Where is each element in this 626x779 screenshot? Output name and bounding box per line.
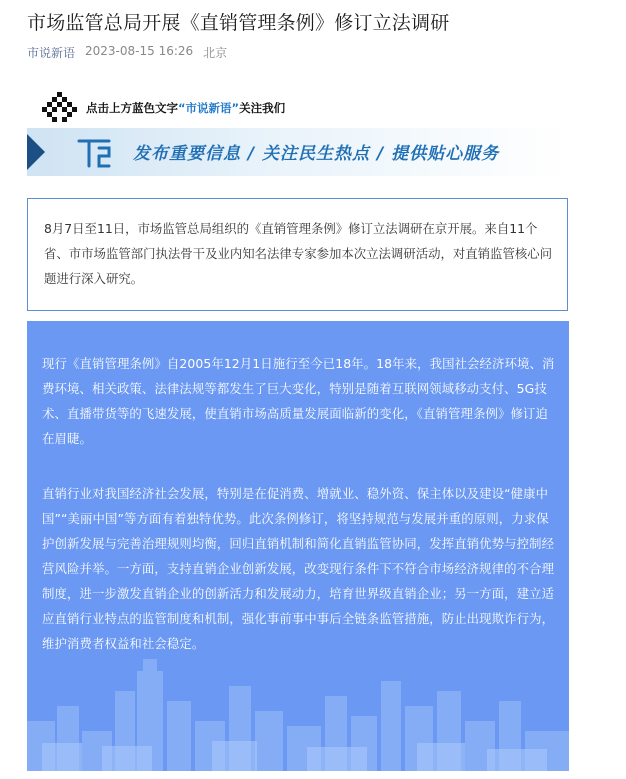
market-regulation-logo-icon: [75, 136, 115, 170]
follow-text: 点击上方蓝色文字“市说新语”关注我们: [86, 101, 286, 115]
author-link[interactable]: 市说新语: [27, 46, 76, 60]
article-meta: [27, 44, 227, 61]
intro-summary: 8月7日至11日，市场监管总局组织的《直销管理条例》修订立法调研在京开展。来自11个省、市市场监管部门执法骨干及业内知名法律专家参加本次立法调研活动，对直销监管核心问题进行深入研究。: [27, 198, 568, 311]
banner-slogan: 发布重要信息 / 关注民生热点 / 提供贴心服务: [133, 144, 500, 164]
publish-location: 北京: [203, 46, 228, 60]
article-title: 市场监管总局开展《直销管理条例》修订立法调研: [27, 12, 450, 34]
body-paragraph-2: 直销行业对我国经济社会发展，特别是在促消费、增就业、稳外资、保主体以及建设“健康中国”“美丽中国”等方面有着独特优势。此次条例修订，将坚持规范与发展并重的原则，力求保护创新发展与完善治理规则均衡，回归直销机制和简化直销监管协同，发挥直销优势与控制经营风险并举。一方面，支持直销企业创新发展，改变现行条件下不符合市场经济规律的不合理制度，进一步激发直销企业的创新活力和发展动力，培育世界级直销企业；另一方面，建立适应直销行业特点的监管制度和机制，强化事前事中事后全链条监管措施，防止出现欺诈行为，维护消费者权益和社会稳定。: [42, 486, 555, 651]
content-panel: [27, 321, 569, 771]
account-name-link[interactable]: “市说新语”: [178, 101, 240, 115]
arrow-right-icon: [27, 134, 49, 170]
slogan-banner: [27, 128, 569, 176]
pixel-logo-icon: [42, 92, 78, 124]
follow-prompt: [42, 92, 285, 124]
publish-time: 2023-08-15 16:26: [85, 44, 194, 58]
body-paragraph-1: 现行《直销管理条例》自2005年12月1日施行至今已18年。18年来，我国社会经济环境、消费环境、相关政策、法律法规等都发生了巨大变化，特别是随着互联网领域移动支付、5G技术、直播带货等的飞速发展，使直销市场高质量发展面临新的变化，《直销管理条例》修订迫在眉睫。: [42, 356, 555, 446]
city-skyline-illustration: [27, 651, 569, 771]
